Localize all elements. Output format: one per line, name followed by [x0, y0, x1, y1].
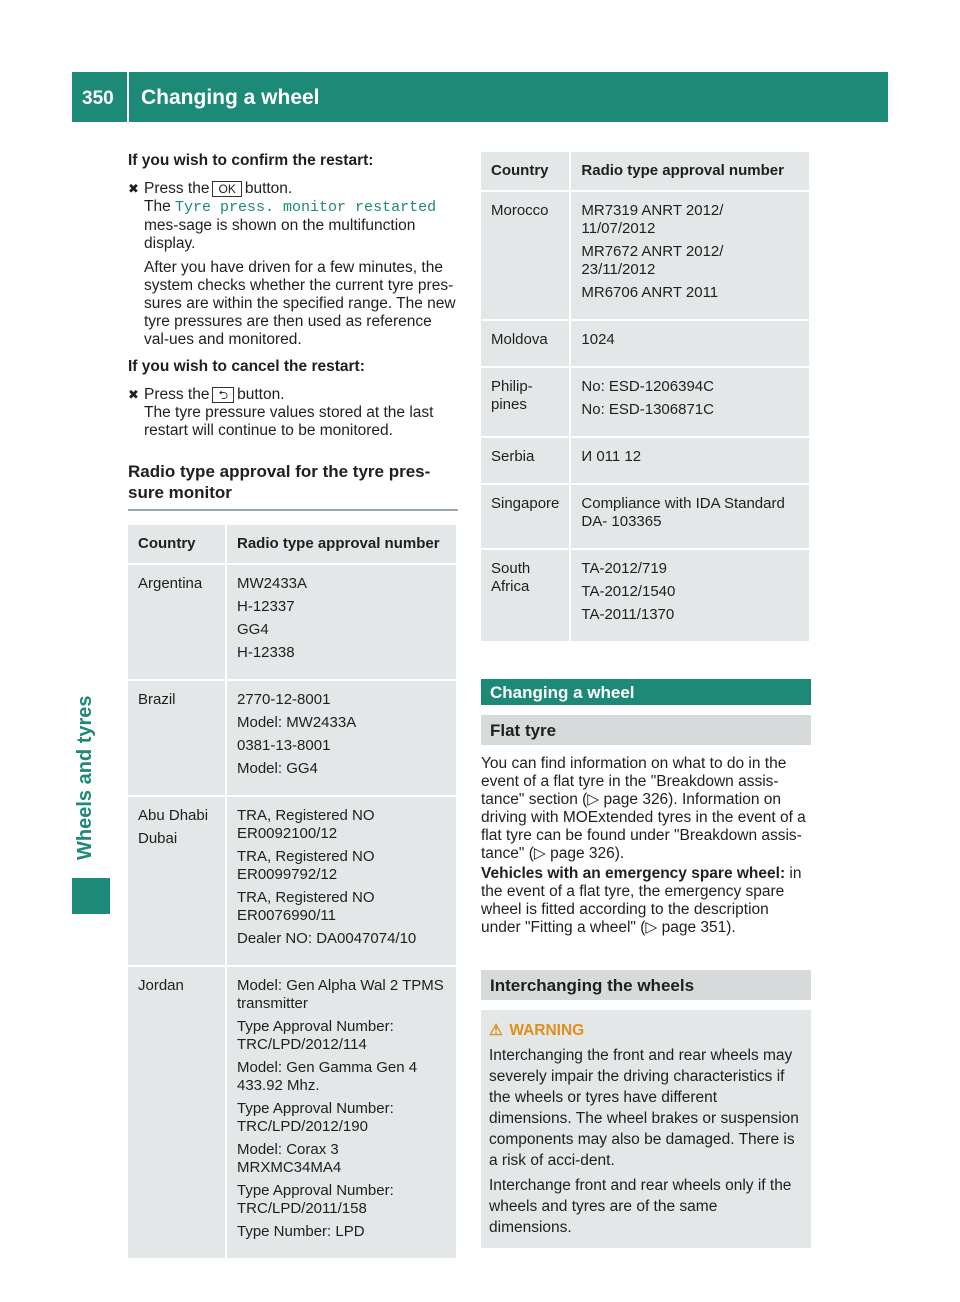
approval-number: TA-2012/1540: [581, 583, 676, 600]
warning-text-2: Interchange front and rear wheels only if the wheels and tyres are of the same dimensions.: [489, 1177, 792, 1236]
changing-wheel-heading: Changing a wheel: [481, 679, 811, 705]
approval-number: Type Approval Number: TRC/LPD/2012/114: [237, 1018, 394, 1053]
country-cell: [481, 549, 570, 641]
warning-text-1: Interchanging the front and rear wheels may severely impair the driving characteristics if the wheels or tyres have different dimensions. The wheel brakes or suspension components may also be damaged. There is a risk of acci-dent.: [489, 1047, 799, 1169]
instr-text: button.: [244, 180, 293, 197]
approval-number: Compliance with IDA Standard DA- 103365: [581, 495, 785, 530]
approval-number: TRA, Registered NO ER0076990/11: [237, 889, 375, 924]
table-row: [481, 320, 810, 367]
warning-triangle-icon: ⚠: [489, 1022, 503, 1039]
country-name: Abu Dhabi: [138, 807, 209, 824]
warning-title-row: [489, 1020, 803, 1041]
cancel-instruction: [128, 386, 458, 440]
approval-number: Model: Corax 3 MRXMC34MA4: [237, 1141, 342, 1176]
table-row: [128, 966, 457, 1258]
approval-number: Model: Gen Alpha Wal 2 TPMS transmitter: [237, 977, 444, 1012]
country-name: South Africa: [491, 560, 531, 595]
approval-number: MR6706 ANRT 2011: [581, 284, 719, 301]
instr-text: The: [144, 198, 171, 215]
page-title: Changing a wheel: [141, 86, 320, 109]
table-row: [128, 796, 457, 966]
radio-approval-heading: Radio type approval for the tyre pres-sure monitor: [128, 462, 431, 502]
approval-number: Type Approval Number: TRC/LPD/2011/158: [237, 1182, 394, 1217]
approval-number: TRA, Registered NO ER0092100/12: [237, 807, 375, 842]
approval-number-cell: [226, 796, 457, 966]
country-cell: [481, 367, 570, 437]
country-cell: [481, 437, 570, 484]
table-header-country: Country: [481, 152, 570, 191]
table-row: [481, 191, 810, 320]
country-cell: [128, 680, 226, 796]
approval-number: MR7672 ANRT 2012/ 23/11/2012: [581, 243, 724, 278]
table-row: [481, 549, 810, 641]
approval-number-cell: [570, 320, 810, 367]
approval-number: MR7319 ANRT 2012/ 11/07/2012: [581, 202, 724, 237]
approval-number: И 011 12: [581, 448, 642, 465]
table-row: [128, 680, 457, 796]
table-header-number: Radio type approval number: [226, 525, 457, 564]
approval-number-cell: [570, 437, 810, 484]
warning-box: [481, 1010, 811, 1248]
approval-number: 1024: [581, 331, 615, 348]
approval-number: H-12338: [237, 644, 295, 661]
country-name: Jordan: [138, 977, 184, 994]
instr-text: button.: [237, 386, 285, 403]
table-row: [481, 484, 810, 549]
approval-number-cell: [226, 680, 457, 796]
header-divider: [127, 72, 129, 122]
confirm-heading: If you wish to confirm the restart:: [128, 152, 374, 169]
approval-number: No: ESD-1306871C: [581, 401, 714, 418]
country-cell: [481, 320, 570, 367]
approval-number: Type Number: LPD: [237, 1223, 365, 1240]
approval-table-left: [128, 525, 458, 1258]
table-row: [481, 437, 810, 484]
cancel-after-text: The tyre pressure values stored at the last restart will continue to be monitored.: [144, 404, 434, 439]
approval-number-cell: [570, 484, 810, 549]
approval-number-cell: [226, 564, 457, 680]
arrow-icon: ✖: [128, 387, 139, 402]
approval-number: Model: GG4: [237, 760, 318, 777]
spare-wheel-paragraph: [481, 865, 811, 937]
table-header-number: Radio type approval number: [570, 152, 810, 191]
back-key-icon: ⮌: [212, 387, 234, 403]
spare-wheel-text: in the event of a flat tyre, the emergency spare wheel is fitted according to the description under "Fitting a wheel" (▷ page 351).: [481, 865, 802, 936]
approval-number: Model: MW2433A: [237, 714, 357, 731]
approval-number: H-12337: [237, 598, 295, 615]
country-name: Singapore: [491, 495, 560, 512]
approval-number-cell: [570, 191, 810, 320]
cancel-heading: If you wish to cancel the restart:: [128, 358, 365, 375]
approval-number-cell: [570, 549, 810, 641]
instr-text: Press the: [144, 386, 210, 403]
approval-number: 0381-13-8001: [237, 737, 331, 754]
display-message: Tyre press. monitor restarted: [175, 199, 437, 216]
approval-number-cell: [570, 367, 810, 437]
country-name: Serbia: [491, 448, 535, 465]
approval-number: MW2433A: [237, 575, 308, 592]
warning-title: WARNING: [509, 1022, 585, 1039]
interchanging-heading: Interchanging the wheels: [481, 970, 811, 1000]
confirm-instruction: [128, 180, 458, 349]
country-cell: [481, 191, 570, 320]
country-name: Argentina: [138, 575, 203, 592]
section-rule: [128, 509, 458, 511]
approval-number: TRA, Registered NO ER0099792/12: [237, 848, 375, 883]
sidebar-marker: [72, 878, 110, 914]
table-row: [128, 564, 457, 680]
country-name: Dubai: [138, 830, 178, 847]
country-name: Moldova: [491, 331, 548, 348]
country-cell: [128, 564, 226, 680]
approval-table-right: [481, 152, 811, 641]
country-cell: [128, 966, 226, 1258]
sidebar-section-label: Wheels and tyres: [74, 695, 96, 860]
spare-wheel-label: Vehicles with an emergency spare wheel:: [481, 865, 786, 882]
table-header-country: Country: [128, 525, 226, 564]
country-name: Brazil: [138, 691, 176, 708]
approval-number: Type Approval Number: TRC/LPD/2012/190: [237, 1100, 394, 1135]
arrow-icon: ✖: [128, 181, 139, 196]
table-row: [481, 367, 810, 437]
left-column: [128, 152, 458, 1258]
approval-number-cell: [226, 966, 457, 1258]
approval-number: GG4: [237, 621, 269, 638]
country-name: Morocco: [491, 202, 549, 219]
instr-text: mes-sage is shown on the multifunction display.: [144, 217, 416, 252]
approval-number: TA-2012/719: [581, 560, 668, 577]
country-name: Philip-pines: [491, 378, 533, 413]
page-number: 350: [82, 88, 114, 109]
confirm-after-text: After you have driven for a few minutes, the system checks whether the current tyre pres-sures are within the specified range. The new tyre pressures are then used as reference val-ues and monitored.: [144, 259, 456, 348]
country-cell: [128, 796, 226, 966]
flat-tyre-heading: Flat tyre: [481, 715, 811, 745]
approval-number: No: ESD-1206394C: [581, 378, 714, 395]
approval-number: 2770-12-8001: [237, 691, 331, 708]
approval-number: Dealer NO: DA0047074/10: [237, 930, 417, 947]
approval-number: TA-2011/1370: [581, 606, 675, 623]
right-column: [481, 152, 811, 1248]
country-cell: [481, 484, 570, 549]
ok-key-icon: OK: [212, 181, 241, 197]
instr-text: Press the: [144, 180, 210, 197]
flat-tyre-text: You can find information on what to do in the event of a flat tyre in the "Breakdown assis-tance" section (▷ page 326). Information on driving with MOExtended tyres in the event of a flat tyre can be found under "Breakdown assis-tance" (▷ page 326).: [481, 755, 806, 862]
approval-number: Model: Gen Gamma Gen 4 433.92 Mhz.: [237, 1059, 418, 1094]
